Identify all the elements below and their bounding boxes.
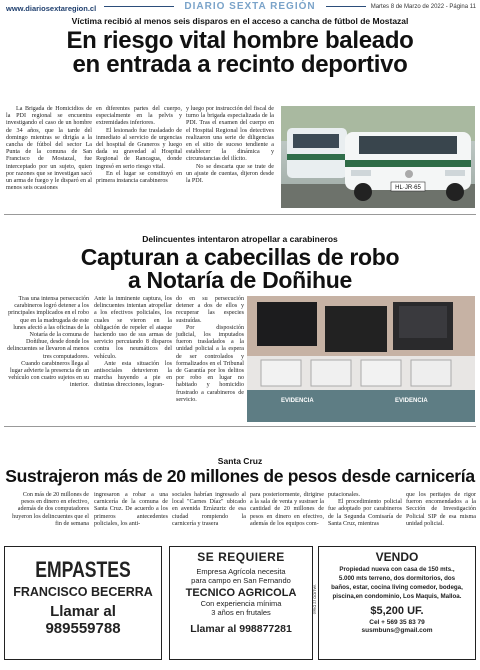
article2-title-line1: Capturan a cabecillas de robo (80, 244, 400, 270)
evidence-computers-image (247, 296, 475, 422)
ad-empastes-phone: 989559788 (45, 620, 121, 637)
ad-requiere-years: 3 años en frutales (211, 608, 271, 617)
article3-column5: putacionales. El procedimiento policial fue adoptado por carabineros de la Segunda Comisaría de Santa Cruz, mientras (328, 492, 402, 527)
ad-empastes-title: EMPASTES (35, 557, 131, 582)
ad-vendo-price: $5,200 UF. (370, 605, 424, 617)
header-rule-left (104, 6, 174, 7)
article2-photo-evidence (247, 296, 475, 422)
evidence-label-1: EVIDENCIA (281, 398, 314, 404)
ad-requiere-validity: VALIDO (2 Días) (312, 584, 318, 615)
ad-requiere-phone: Llamar al 998877281 (190, 623, 292, 635)
evidence-label-2: EVIDENCIA (395, 398, 428, 404)
article2-title-line2: a Notaría de Doñihue (127, 267, 353, 293)
article1-title-line2: en entrada a recinto deportivo (72, 51, 408, 78)
newspaper-name: DIARIO SEXTA REGIÓN (184, 1, 316, 12)
article2-kicker: Delincuentes intentaron atropellar a carabineros (142, 234, 338, 244)
ad-requiere-experience: Con experiencia mínima (200, 599, 282, 608)
ad-requiere-line2: para campo en San Fernando (191, 576, 291, 585)
ad-empastes-name: FRANCISCO BECERRA (13, 585, 153, 599)
header-rule-right (326, 6, 366, 7)
article1-column2: en diferentes partes del cuerpo, especialmente en la pelvis y extremidades inferiores. El lesionado fue trasladado de inmediato al servicio de urgencias del hospital de Graneros y luego dada su gravedad al Hospital Regional de Rancagua, donde ingresó en serio riesgo vital. En el lugar se constituyó en primera instancia carabineros (96, 106, 182, 185)
section-divider-1 (4, 214, 476, 215)
article1-kicker: Víctima recibió al menos seis disparos en el acceso a cancha de fútbol de Mostazal (71, 16, 409, 26)
police-cars-image (281, 106, 475, 208)
ad-vendo-phone: Cel + 569 35 83 79 (369, 619, 425, 626)
ad-vendo (318, 546, 476, 660)
section-divider-2 (4, 426, 476, 427)
article2-column3: do en su persecución detener a dos de ellos y recuperar las especies sustraídas. Por disposición judicial, los imputados fueron trasladados a la unidad policial a la espera de ser controlados y formalizados en el Tribunal de Garantía por los delitos por robo en lugar no habitado y homicidio frustrado a carabineros de servicio. (176, 296, 244, 403)
ad-requiere-line1: Empresa Agrícola necesita (196, 567, 286, 576)
ad-vendo-line1: Propiedad nueva con casa de 150 mts., (339, 566, 455, 573)
article3-kicker: Santa Cruz (217, 456, 263, 466)
article3-column4: para posteriormente, dirigirse a la sala de venta y sustraer la cantidad de 20 millones de pesos en dinero en efectivo, además de los equipos com- (250, 492, 324, 527)
article3-title: Sustrajeron más de 20 millones de pesos desde carnicería (5, 466, 475, 486)
article3-column2: ingresaron a robar a una carnicería de la comuna de Santa Cruz. De acuerdo a los primeros antecedentes policiales, los anti- (94, 492, 168, 527)
article1-title-line1: En riesgo vital hombre baleado (66, 27, 414, 54)
ad-vendo-line4: piscina,en condominio, Los Maquis, Malloa. (332, 593, 462, 600)
license-plate: HL·JR·65 (395, 185, 421, 191)
ad-vendo-line3: baños, estar, cocina living comedor, bodega, (331, 584, 463, 591)
article2-column2: Ante la inminente captura, los delincuentes intentan atropellar a los efectivos policiales, los cuales se vieron en la obligación de repeler el ataque haciendo uso de sus armas de servicio percutando 8 disparos contra los neumáticos del vehículo. Ante esta situación los antisociales detuvieron la marcha huyendo a pie en distintas direcciones, logran- (94, 296, 172, 389)
issue-date: Martes 8 de Marzo de 2022 - Página 11 (370, 4, 476, 10)
ad-requiere-position: TECNICO AGRICOLA (185, 587, 297, 599)
ad-vendo-line2: 5.000 mts terreno, dos dormitorios, dos (338, 575, 456, 582)
article3-column1: Con más de 20 millones de pesos en dinero en efectivo, además de dos computadores huyeron los delincuentes que el fin de semana (12, 492, 89, 527)
article2-column1: Tras una intensa persecución carabineros logró detener a los principales implicados en el robo que en la madrugada de este lunes afectó a las oficinas de la Notaría de la comuna de Doñihue, desde donde los delincuentes se llevaron al menos tres computadores. Cuando carabineros llega al lugar advierte la presencia de un vehículo con cuatro sujetos en su interior. (7, 296, 89, 389)
article3-column3: sociales habrían ingresado al local "Carnes Díaz" ubicado en avenida Errázuriz de esa ciudad rompiendo la carnicería y trasera (172, 492, 246, 527)
site-url: www.diariosextaregion.cl (6, 4, 97, 13)
ad-se-requiere (169, 546, 318, 660)
article1-column1: La Brigada de Homicidios de la PDI regional se encuentra investigando el caso de un hombre de 34 años, que la tarde del domingo mientras se dirigía a la cancha de fútbol del sector La Punta de la comuna de San Francisco de Mostazal, fue interceptado por un sujeto, quien por razones que se investigan sacó un arma de fuego y le disparó en al menos seis ocasiones (6, 106, 92, 192)
ad-requiere-title: SE REQUIERE (197, 550, 285, 564)
article1-column3: y luego por instrucción del fiscal de turno la brigada especializada de la PDI. Tras el examen del cuerpo en el Hospital Regional los detectives realizaron una serie de diligencias en el sitio de suceso tendiente a establecer la dinámica y circunstancias del ilícito. No se descarta que se trate de un ajuste de cuentas, dijeron desde la PDI. (186, 106, 274, 185)
article1-photo-police-vehicles (281, 106, 475, 208)
ad-vendo-email: susmbuns@gmail.com (361, 627, 433, 634)
ad-vendo-title: VENDO (375, 550, 419, 564)
ad-empastes (4, 546, 162, 660)
article3-column6: que los peritajes de rigor fueron encomendados a la Sección de Investigación Policial SIP de esa misma unidad policial. (406, 492, 476, 527)
ad-empastes-call: Llamar al (50, 603, 116, 620)
